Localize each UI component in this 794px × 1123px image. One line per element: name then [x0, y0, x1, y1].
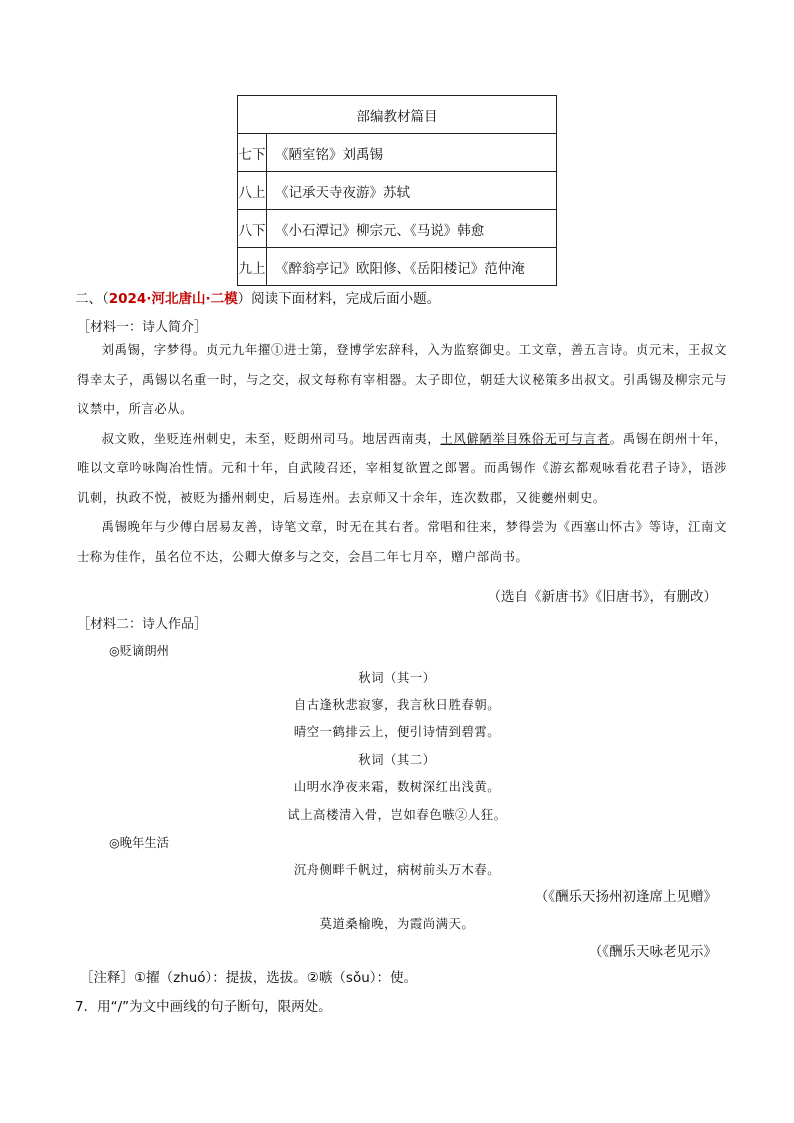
grade-cell: 七下: [238, 134, 267, 172]
annotation-notes: ［注释］①擢（zhuó）：提拔，选拔。②嗾（sǒu）：使。: [80, 970, 418, 986]
work-cell: 《记承天寺夜游》苏轼: [267, 172, 557, 210]
paragraph-text: 叔文败，坐贬连州刺史，未至，贬朗州司马。地居西南夷，: [101, 431, 441, 446]
question-suffix: ）阅读下面材料，完成后面小题。: [237, 291, 441, 307]
paragraph: 刘禹锡，字梦得。贞元九年擢①进士第，登博学宏辞科，入为监察御史。工文章，善五言诗。贞元末，王叔文得幸太子，禹锡以名重一时，与之交，叔文每称有宰相器。太子即位，朝廷大议秘策多出叔文。引禹锡及柳宗元与议禁中，所言必从。: [77, 343, 727, 416]
work-cell: 《陋室铭》刘禹锡: [267, 134, 557, 172]
work-cell: 《醉翁亭记》欧阳修、《岳阳楼记》范仲淹: [267, 248, 557, 286]
poem-source: （《酬乐天扬州初逢席上见赠》: [534, 889, 717, 905]
paragraph: [77, 425, 727, 514]
material1-label: ［材料一：诗人简介］: [77, 320, 208, 335]
work-cell: 《小石潭记》柳宗元、《马说》韩愈: [267, 210, 557, 248]
textbook-table: [237, 95, 557, 286]
grade-cell: 八下: [238, 210, 267, 248]
table-header: 部编教材篇目: [238, 96, 557, 134]
table-row: [238, 248, 557, 286]
source-note: （选自《新唐书》《旧唐书》，有删改）: [487, 589, 717, 605]
paragraph: 禹锡晚年与少傅白居易友善，诗笔文章，时无在其右者。常唱和往来，梦得尝为《西塞山怀古》等诗，江南文士称为佳作，虽名位不达，公卿大僚多与之交，会昌二年七月卒，赠户部尚书。: [77, 520, 727, 564]
poem-source: （《酬乐天咏老见示》: [588, 944, 717, 960]
paragraph-text: 。禹锡在朗州十年，唯以文章吟咏陶冶性情。元和十年，自武陵召还，宰相复欲置之郎署。而禹锡作《游玄都观咏看花君子诗》，语涉讥刺，执政不悦，被贬为播州刺史，后易连州。去京师又十余年，连次数郡，又徙夔州刺史。: [77, 431, 727, 505]
question-source: 2024·河北唐山·二模: [108, 291, 238, 307]
poem-line: 晴空一鹤排云上，便引诗情到碧霄。: [293, 725, 501, 739]
question-heading: [75, 287, 440, 307]
poem-title: 秋词（其一）: [358, 671, 436, 685]
underlined-sentence: 土风僻陋举目殊俗无可与言者: [440, 431, 610, 446]
poem-line: 试上高楼清入骨，岂如春色嗾②人狂。: [287, 808, 507, 822]
table-row: [238, 172, 557, 210]
question-prefix: 二、（: [75, 291, 109, 307]
table-row: [238, 134, 557, 172]
section-heading: ◎晚年生活: [109, 836, 169, 850]
material2-label: ［材料二：诗人作品］: [77, 617, 208, 632]
poem-line: 莫道桑榆晚，为霞尚满天。: [319, 917, 475, 931]
grade-cell: 九上: [238, 248, 267, 286]
section-heading: ◎贬谪朗州: [109, 644, 169, 658]
material1-body: [77, 336, 727, 572]
poem-title: 秋词（其二）: [358, 753, 436, 767]
grade-cell: 八上: [238, 172, 267, 210]
poem-line: 山明水净夜来霜，数树深红出浅黄。: [293, 780, 501, 794]
poem-line: 自古逢秋悲寂寥，我言秋日胜春朝。: [293, 698, 501, 712]
poem-line: 沉舟侧畔千帆过，病树前头万木春。: [293, 863, 501, 877]
question-7: 7．用“/”为文中画线的句子断句，限两处。: [75, 999, 332, 1015]
table-row: [238, 210, 557, 248]
